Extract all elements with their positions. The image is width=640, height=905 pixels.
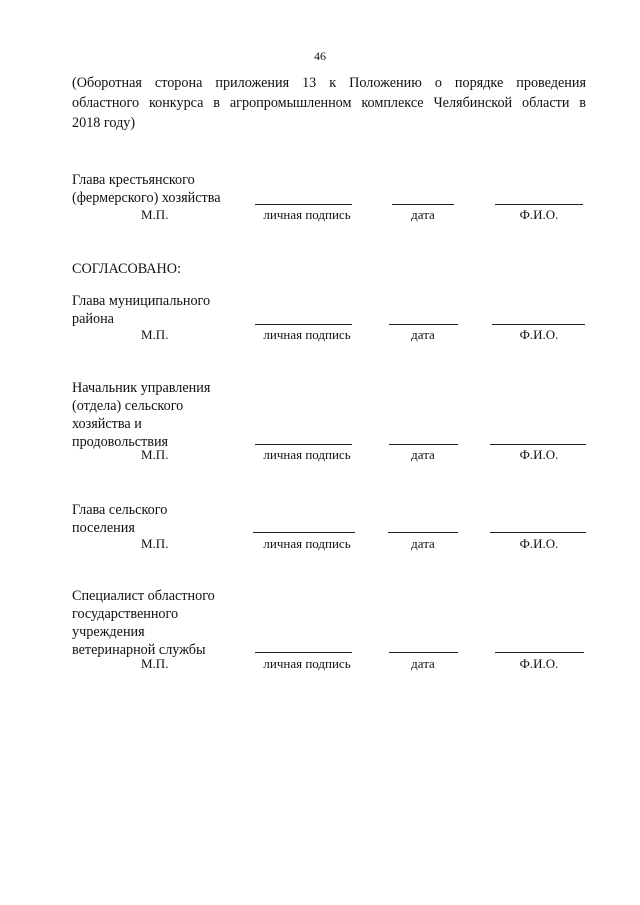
full-name-caption: Ф.И.О. <box>519 536 559 551</box>
full-name-caption: Ф.И.О. <box>519 656 559 671</box>
heading-line-1: (Оборотная сторона приложения 13 к Положению о порядке проведения <box>72 75 586 91</box>
stamp-caption: М.П. <box>141 327 169 342</box>
block-title-line: (отдела) сельского <box>72 398 184 414</box>
block-title-line: учреждения <box>72 624 145 640</box>
signature-caption: личная подпись <box>263 536 351 551</box>
full-name-line <box>495 652 584 653</box>
document-heading <box>72 73 586 133</box>
full-name-caption: Ф.И.О. <box>519 207 559 222</box>
stamp-caption: М.П. <box>141 207 169 222</box>
block-title-line: Начальник управления <box>72 380 211 396</box>
full-name-caption: Ф.И.О. <box>519 447 559 462</box>
block-title-line: государственного <box>72 606 179 622</box>
date-caption: дата <box>411 327 435 342</box>
date-line <box>389 324 458 325</box>
date-line <box>388 532 458 533</box>
full-name-line <box>490 444 586 445</box>
block-title-line: Глава крестьянского <box>72 172 195 188</box>
signature-line <box>255 652 352 653</box>
block-title-line: (фермерского) хозяйства <box>72 190 221 206</box>
full-name-caption: Ф.И.О. <box>519 327 559 342</box>
block-title-line: Специалист областного <box>72 588 215 604</box>
signature-line <box>255 204 352 205</box>
block-title-line: продовольствия <box>72 434 169 450</box>
block-title <box>72 501 167 537</box>
signature-line <box>255 444 352 445</box>
date-line <box>392 204 454 205</box>
full-name-line <box>490 532 586 533</box>
signature-caption: личная подпись <box>263 327 351 342</box>
date-line <box>389 652 458 653</box>
block-title <box>72 292 210 328</box>
date-caption: дата <box>411 656 435 671</box>
stamp-caption: М.П. <box>141 656 169 671</box>
block-title-line: района <box>72 311 114 327</box>
heading-line-3: 2018 году) <box>72 115 136 131</box>
signature-caption: личная подпись <box>263 207 351 222</box>
block-title-line: ветеринарной службы <box>72 642 206 658</box>
signature-caption: личная подпись <box>263 447 351 462</box>
block-title <box>72 379 210 451</box>
stamp-caption: М.П. <box>141 536 169 551</box>
block-title <box>72 587 215 659</box>
full-name-line <box>492 324 585 325</box>
block-title-line: хозяйства и <box>72 416 142 432</box>
signature-line <box>253 532 355 533</box>
approved-heading: СОГЛАСОВАНО: <box>72 261 181 277</box>
signature-caption: личная подпись <box>263 656 351 671</box>
block-title-line: поселения <box>72 520 135 536</box>
block-title <box>72 171 221 207</box>
heading-line-2: областного конкурса в агропромышленном комплексе Челябинской области в <box>72 95 586 111</box>
date-caption: дата <box>411 207 435 222</box>
date-caption: дата <box>411 447 435 462</box>
full-name-line <box>495 204 583 205</box>
block-title-line: Глава муниципального <box>72 293 211 309</box>
block-title-line: Глава сельского <box>72 502 168 518</box>
date-line <box>389 444 458 445</box>
page-number: 46 <box>314 49 326 63</box>
signature-line <box>255 324 352 325</box>
stamp-caption: М.П. <box>141 447 169 462</box>
date-caption: дата <box>411 536 435 551</box>
